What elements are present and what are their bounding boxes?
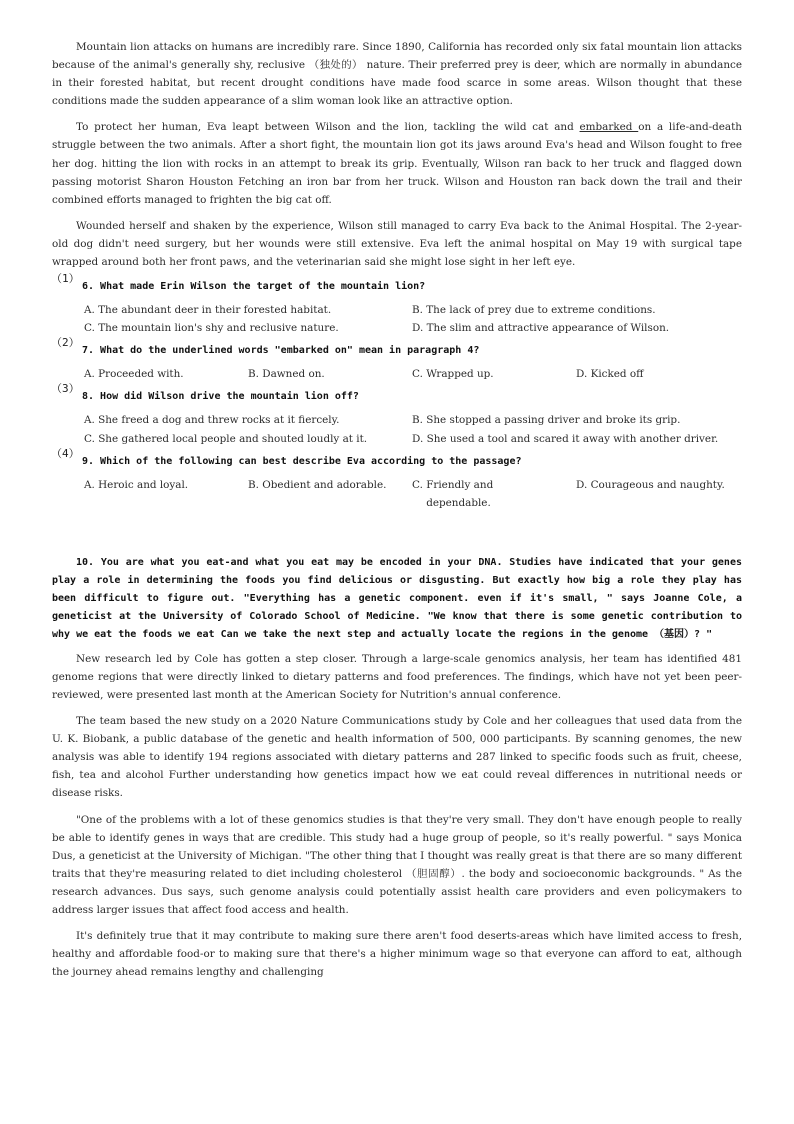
question-stem: 8. How did Wilson drive the mountain lion off? <box>82 391 359 403</box>
option-a[interactable]: A. Heroic and loyal. <box>84 478 189 491</box>
question-number: （2） <box>51 336 80 350</box>
question-number: （3） <box>51 382 80 396</box>
option-d[interactable]: D. Courageous and naughty. <box>576 478 725 491</box>
question-stem: 9. Which of the following can best describe Eva according to the passage? <box>82 455 522 467</box>
passage2-paragraph-2: The team based the new study on a 2020 Nature Communications study by Cole and her colleagues that used data from the U. K. Biobank, a public database of the genetic and health information of 500, 000 participants. By scanning genomes, the new analysis was able to identify 194 regions associated with dietary patterns and 287 linked to specific foods such as fruit, cheese, fish, tea and alcohol Further understanding how genetics impact how we eat could reveal differences in nutritional needs or disease risks. <box>52 715 742 800</box>
question-number: （1） <box>51 272 80 286</box>
options <box>52 411 742 447</box>
option-b[interactable]: B. Dawned on. <box>248 368 325 381</box>
option-b[interactable]: B. She stopped a passing driver and broke its grip. <box>412 414 681 427</box>
question-number: （4） <box>51 446 80 460</box>
option-d[interactable]: D. Kicked off <box>576 368 644 381</box>
option-d[interactable]: D. She used a tool and scared it away with another driver. <box>412 432 719 445</box>
question-8 <box>52 383 742 447</box>
option-b[interactable]: B. The lack of prey due to extreme conditions. <box>412 304 656 317</box>
question-stem: 6. What made Erin Wilson the target of the mountain lion? <box>82 281 426 293</box>
option-a[interactable]: A. The abundant deer in their forested habitat. <box>84 304 332 317</box>
option-a[interactable]: A. She freed a dog and threw rocks at it fiercely. <box>84 414 340 427</box>
exam-page <box>52 38 742 981</box>
passage2-paragraph-1: New research led by Cole has gotten a step closer. Through a large-scale genomics analysis, her team has identified 481 genome regions that were directly linked to dietary patterns and food preferences. The findings, which have not yet been peer-reviewed, were presented last month at the American Society for Nutrition's annual conference. <box>52 652 742 701</box>
paragraph-text: on a life-and-death struggle between the two animals. After a short fight, the mountain lion got its jaws around Eva's head and Wilson fought to free her dog. hitting the lion with rocks in an attempt to break its grip. Eventually, Wilson ran back to her truck and flagged down passing motorist Sharon Houston Fetching an iron bar from her truck. Wilson and Houston ran back down the trail and their combined efforts managed to frighten the big cat off. <box>52 121 742 206</box>
option-d[interactable]: D. The slim and attractive appearance of Wilson. <box>412 322 670 335</box>
question-stem: 7. What do the underlined words "embarked on" mean in paragraph 4? <box>82 345 480 357</box>
passage1-paragraph-2 <box>52 118 742 208</box>
option-c[interactable]: C. Friendly and dependable. <box>412 478 494 509</box>
passage1-paragraph-1: Mountain lion attacks on humans are incredibly rare. Since 1890, California has recorded only six fatal mountain lion attacks because of the animal's generally shy, reclusive （独处的） nature. Their preferred prey is deer, which are normally in abundance in their forested habitat, but recent drought conditions have made food scarce in some areas. Wilson thought that these conditions made the sudden appearance of a slim woman look like an attractive option. <box>52 41 742 108</box>
paragraph-text: To protect her human, Eva leapt between Wilson and the lion, tackling the wild cat and <box>76 121 580 134</box>
passage1-paragraph-3: Wounded herself and shaken by the experience, Wilson still managed to carry Eva back to the Animal Hospital. The 2-year-old dog didn't need surgery, but her wounds were still extensive. Eva left the animal hospital on May 19 with surgical tape wrapped around both her front paws, and the veterinarian said she might lose sight in her left eye. <box>52 219 742 269</box>
passage2-paragraph-3: "One of the problems with a lot of these genomics studies is that they're very small. They don't have enough people to really be able to identify genes in ways that are credible. This study had a huge group of people, so it's really powerful. " says Monica Dus, a geneticist at the University of Michigan. "The other thing that I thought was really great is that there are so many different traits that they're measuring related to diet including cholesterol （胆固醇）. the body and socioeconomic backgrounds. " As the research advances. Dus says, such genome analysis could potentially assist health care providers and even policymakers to address larger issues that affect food access and health. <box>52 813 742 916</box>
underlined-phrase: embarked <box>579 121 639 134</box>
options <box>52 301 742 337</box>
passage2-intro: 10. You are what you eat-and what you eat may be encoded in your DNA. Studies have indicated that your genes play a role in determining the foods you find delicious or disgusting. But exactly how big a role they play has been difficult to figure out. "Everything has a genetic component. even if it's small, " says Joanne Cole, a geneticist at the University of Colorado School of Medicine. "We know that there is some genetic contribution to why we eat the foods we eat Can we take the next step and actually locate the regions in the genome （基因）? " <box>52 556 742 640</box>
option-c[interactable]: C. Wrapped up. <box>412 368 494 381</box>
question-6 <box>52 273 742 337</box>
options <box>52 365 742 383</box>
question-9 <box>52 448 742 512</box>
question-7 <box>52 337 742 383</box>
option-b[interactable]: B. Obedient and adorable. <box>248 478 387 491</box>
passage2-paragraph-4: It's definitely true that it may contribute to making sure there aren't food deserts-areas which have limited access to fresh, healthy and affordable food-or to making sure that there's a higher minimum wage so that everyone can afford to eat, although the journey ahead remains lengthy and challenging <box>52 930 742 979</box>
option-c[interactable]: C. She gathered local people and shouted loudly at it. <box>84 432 368 445</box>
option-c[interactable]: C. The mountain lion's shy and reclusive nature. <box>84 322 339 335</box>
options <box>52 476 742 512</box>
option-a[interactable]: A. Proceeded with. <box>84 368 184 381</box>
